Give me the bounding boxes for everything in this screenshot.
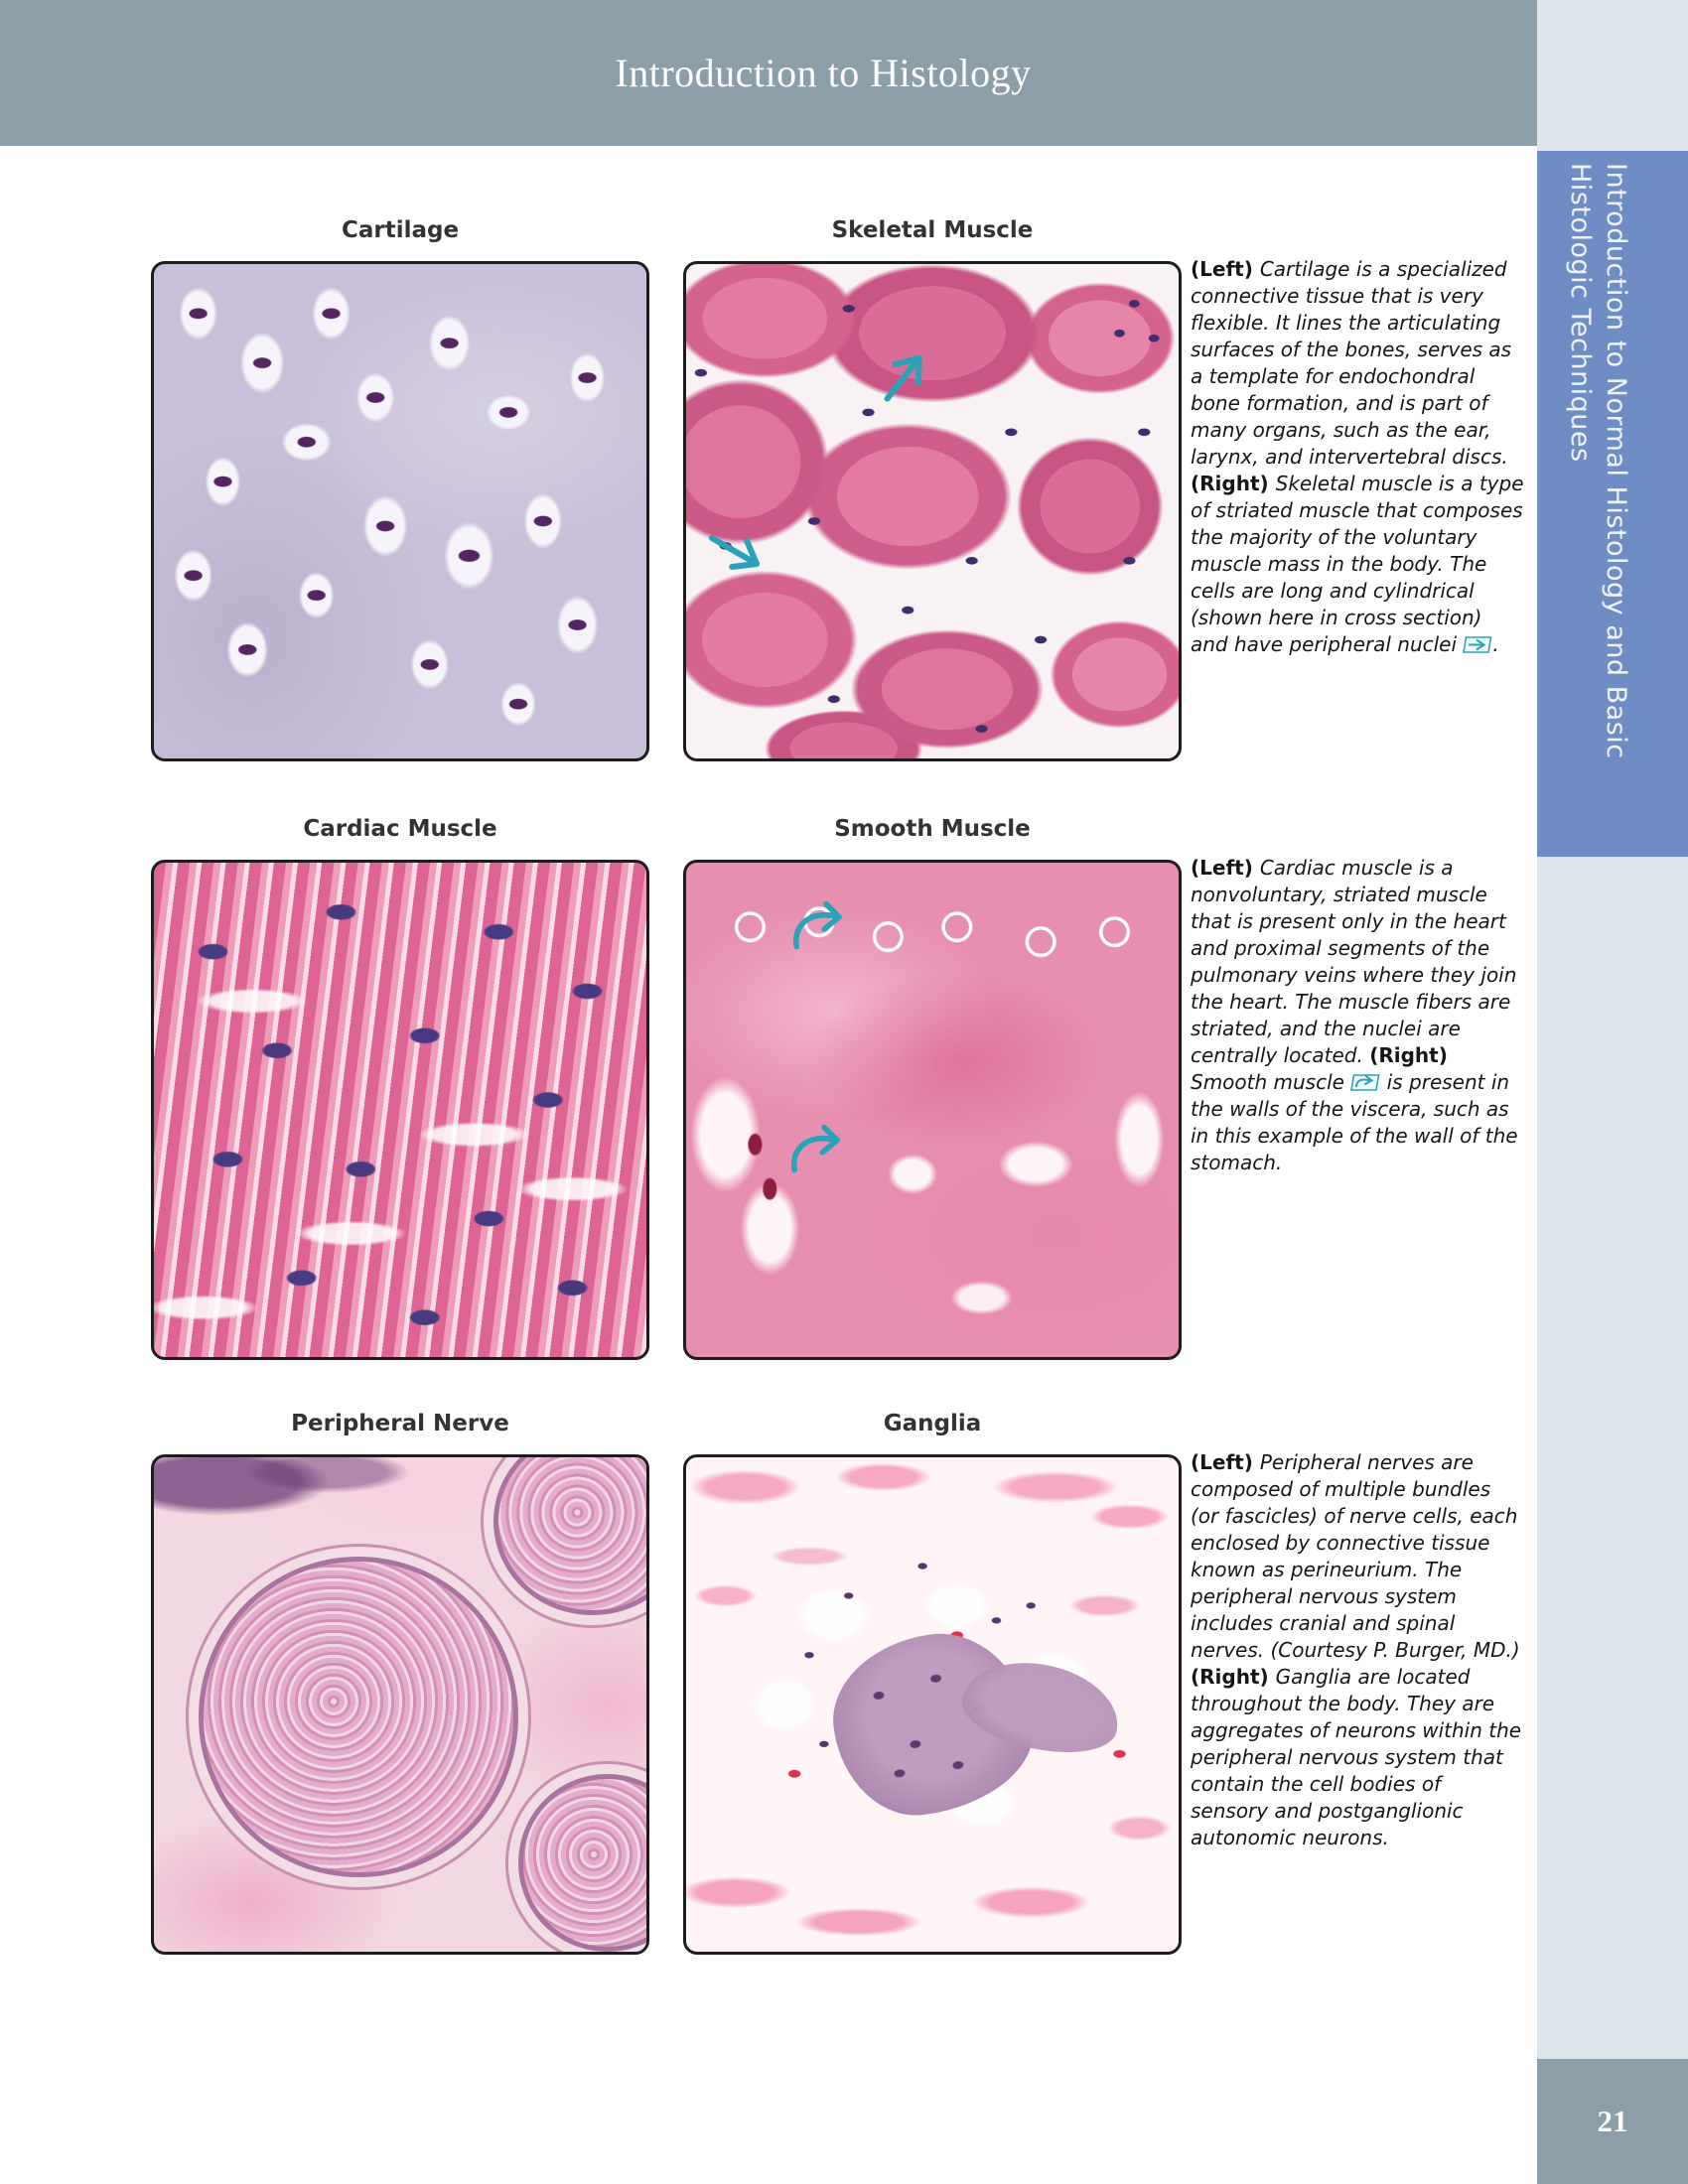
annotation-arrow <box>683 496 794 611</box>
annotation-arrow <box>783 1108 867 1191</box>
figure-title-skeletal-muscle: Skeletal Muscle <box>831 217 1034 243</box>
figure-caption-row2: (Left) Cardiac muscle is a nonvoluntary, striated muscle that is present only in the heart and proximal segments of the pulmonary veins where they join the heart. The muscle fibers are striated, and the nuclei are centrally located. (Right) Smooth muscle is present in the walls of the viscera, such as in this example of the wall of the stomach. <box>1191 856 1518 1174</box>
footer-block <box>1537 2059 1688 2184</box>
figure-title-cartilage: Cartilage <box>341 217 460 243</box>
figure-title-smooth-muscle: Smooth Muscle <box>834 816 1031 842</box>
annotation-arrow <box>785 885 869 968</box>
skeletal-muscle-micrograph <box>683 261 1182 761</box>
annotation-arrow <box>847 317 964 434</box>
cartilage-micrograph <box>151 261 649 761</box>
figure-title-cardiac-muscle: Cardiac Muscle <box>303 816 497 842</box>
chapter-header <box>0 0 1537 146</box>
smooth-muscle-micrograph <box>683 860 1182 1360</box>
peripheral-nerve-micrograph <box>151 1454 649 1955</box>
section-sidebar <box>1537 151 1688 857</box>
figure-caption-row1: (Left) Cartilage is a specialized connective tissue that is very flexible. It lines the articulating surfaces of the bones, serves as a template for endochondral bone formation, and is part of many organs, such as the ear, larynx, and intervertebral discs. (Right) Skeletal muscle is a type of striated muscle that composes the majority of the voluntary muscle mass in the body. The cells are long and cylindrical (shown here in cross section) and have peripheral nuclei . <box>1191 257 1524 656</box>
cardiac-muscle-micrograph <box>151 860 649 1360</box>
nerve-fascicle-large <box>199 1557 518 1878</box>
figure-title-peripheral-nerve: Peripheral Nerve <box>291 1411 509 1436</box>
page-number: 21 <box>1597 2104 1628 2138</box>
nerve-fascicle-bottom-right <box>518 1774 649 1952</box>
straight-arrow-icon <box>1463 635 1492 654</box>
sidebar-title-line1: Introduction to Normal Histology and Basic <box>1601 163 1631 759</box>
figure-title-ganglia: Ganglia <box>883 1411 982 1436</box>
figure-caption-row3: (Left) Peripheral nerves are composed of multiple bundles (or fascicles) of nerve cells, each enclosed by connective tissue known as perineurium. The peripheral nervous system includes cranial and spinal nerves. (Courtesy P. Burger, MD.) (Right) Ganglia are located throughout the body. They are aggregates of neurons within the peripheral nervous system that contain the cell bodies of sensory and postganglionic autonomic neurons. <box>1191 1450 1522 1849</box>
chapter-title: Introduction to Histology <box>615 51 1032 95</box>
curved-arrow-icon <box>1350 1073 1380 1092</box>
ganglia-micrograph <box>683 1454 1182 1955</box>
nerve-fascicle-top-right <box>493 1454 649 1615</box>
sidebar-title-line2: Histologic Techniques <box>1565 163 1596 463</box>
